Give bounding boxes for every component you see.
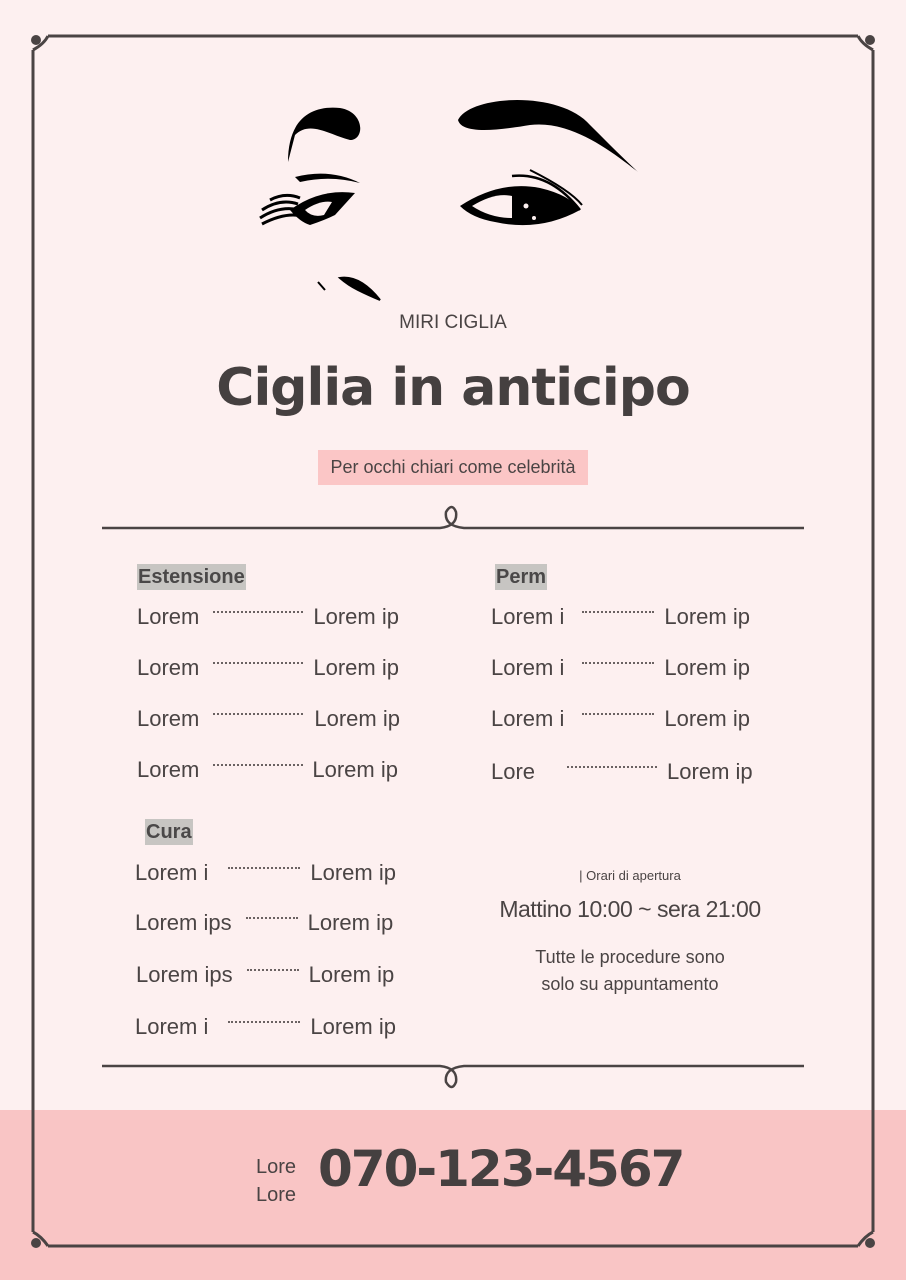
item-name: Lore: [491, 759, 536, 784]
subtitle: Per occhi chiari come celebrità: [318, 450, 588, 485]
item-name: Lorem i: [491, 706, 565, 731]
list-item: [136, 962, 394, 988]
item-name: Lorem i: [135, 860, 209, 885]
item-price: Lorem ip: [308, 962, 395, 987]
section-heading-perm: Perm: [496, 566, 547, 588]
hours-label: | Orari di apertura: [579, 868, 681, 883]
dotted-leader: [247, 969, 299, 971]
list-item: [135, 860, 396, 886]
section-heading-cura: Cura: [146, 821, 192, 843]
item-price: Lorem ip: [310, 1014, 396, 1039]
dotted-leader: [582, 713, 654, 715]
phone-number: 070-123-4567: [318, 1140, 684, 1198]
note-line: Tutte le procedure sono: [535, 947, 725, 967]
item-name: Lorem: [137, 604, 200, 629]
item-name: Lorem ips: [135, 910, 232, 935]
item-price: Lorem ip: [664, 604, 750, 629]
item-price: Lorem ip: [313, 655, 399, 680]
contact-label: [256, 1153, 296, 1209]
brand-name: MIRI CIGLIA: [399, 312, 507, 333]
dotted-leader: [582, 611, 654, 613]
item-price: Lorem ip: [310, 860, 396, 885]
dotted-leader: [228, 867, 300, 869]
dotted-leader: [246, 917, 298, 919]
item-price: Lorem ip: [314, 706, 400, 731]
appointment-note: [480, 944, 780, 998]
list-item: [137, 655, 399, 681]
contact-label-line: Lore: [256, 1156, 297, 1178]
dotted-leader: [213, 662, 303, 664]
note-line: solo su appuntamento: [541, 974, 719, 994]
page-title: Ciglia in anticipo: [216, 358, 690, 418]
item-name: Lorem: [137, 706, 200, 731]
item-price: Lorem ip: [307, 910, 394, 935]
list-item: [137, 757, 398, 783]
dotted-leader: [228, 1021, 300, 1023]
contact-label-line: Lore: [256, 1184, 297, 1206]
opening-hours: Mattino 10:00 ~ sera 21:00: [499, 896, 761, 922]
dotted-leader: [213, 764, 303, 766]
dotted-leader: [213, 611, 303, 613]
item-name: Lorem i: [135, 1014, 209, 1039]
list-item: [137, 706, 400, 732]
list-item: [491, 604, 750, 630]
list-item: [135, 1014, 396, 1040]
item-price: Lorem ip: [664, 655, 750, 680]
item-name: Lorem: [137, 655, 200, 680]
item-price: Lorem ip: [312, 757, 398, 782]
item-name: Lorem: [137, 757, 200, 782]
section-heading-estensione: Estensione: [138, 566, 245, 588]
list-item: [491, 706, 750, 732]
dotted-leader: [213, 713, 303, 715]
dotted-leader: [582, 662, 654, 664]
item-price: Lorem ip: [667, 759, 753, 784]
list-item: [491, 655, 750, 681]
eyes-illustration: [240, 80, 660, 310]
list-item: [137, 604, 399, 630]
dotted-leader: [567, 766, 657, 768]
item-name: Lorem i: [491, 604, 565, 629]
item-name: Lorem i: [491, 655, 565, 680]
item-price: Lorem ip: [313, 604, 399, 629]
list-item: [135, 910, 393, 936]
item-name: Lorem ips: [136, 962, 233, 987]
item-price: Lorem ip: [664, 706, 750, 731]
list-item: [491, 759, 753, 785]
